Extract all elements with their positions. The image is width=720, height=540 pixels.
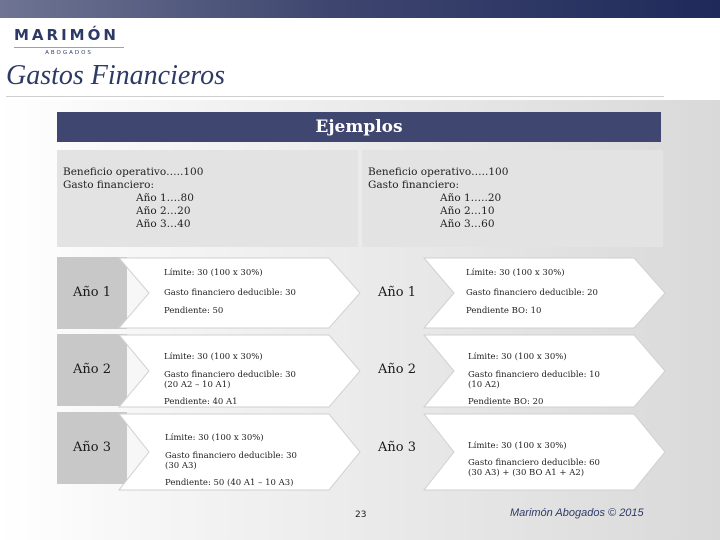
left-row-2-limite: Límite: 30 (100 x 30%) <box>164 352 263 362</box>
example-left-year2: Año 2…20 <box>136 205 191 217</box>
logo <box>14 26 124 56</box>
left-row-3-pendiente: Pendiente: 50 (40 A1 – 10 A3) <box>165 478 294 488</box>
right-row-3-gasto: Gasto financiero deducible: 60 <box>468 458 600 468</box>
right-row-1-pendiente: Pendiente BO: 10 <box>466 306 542 316</box>
right-row-1-limite: Límite: 30 (100 x 30%) <box>466 268 565 278</box>
left-row-3-gasto: Gasto financiero deducible: 30 <box>165 451 297 461</box>
right-row-2-pendiente: Pendiente BO: 20 <box>468 397 544 407</box>
example-left-year3: Año 3…40 <box>136 218 191 230</box>
left-year-box-3: Año 3 <box>57 412 127 484</box>
left-year-box-1: Año 1 <box>57 257 127 329</box>
right-row-3-gasto-detail: (30 A3) + (30 BO A1 + A2) <box>468 468 585 478</box>
example-right-year2: Año 2…10 <box>440 205 495 217</box>
right-row-2-gasto: Gasto financiero deducible: 10 <box>468 370 600 380</box>
logo-name: MARIMÓN <box>14 26 119 44</box>
right-year-box-2: Año 2 <box>378 362 416 377</box>
right-row-1-gasto: Gasto financiero deducible: 20 <box>466 288 598 298</box>
example-left-gasto: Gasto financiero: <box>63 179 155 191</box>
right-year-box-3: Año 3 <box>378 440 416 455</box>
example-left-beneficio: Beneficio operativo…..100 <box>63 166 204 178</box>
footer-copyright: Marimón Abogados © 2015 <box>510 507 644 519</box>
right-row-2-limite: Límite: 30 (100 x 30%) <box>468 352 567 362</box>
left-row-3-gasto-detail: (30 A3) <box>165 461 197 471</box>
right-row-2-gasto-detail: (10 A2) <box>468 380 500 390</box>
page-title: Gastos Financieros <box>6 60 226 91</box>
left-year-box-2: Año 2 <box>57 334 127 406</box>
right-chevron-3 <box>422 412 667 492</box>
example-right-year3: Año 3…60 <box>440 218 495 230</box>
left-row-1-limite: Límite: 30 (100 x 30%) <box>164 268 263 278</box>
left-row-1-pendiente: Pendiente: 50 <box>164 306 224 316</box>
page-number: 23 <box>355 510 367 520</box>
example-left-year1: Año 1….80 <box>136 192 194 204</box>
left-row-1-gasto: Gasto financiero deducible: 30 <box>164 288 296 298</box>
logo-rule <box>14 47 124 48</box>
left-row-3-limite: Límite: 30 (100 x 30%) <box>165 433 264 443</box>
example-right-gasto: Gasto financiero: <box>368 179 460 191</box>
right-row-3-limite: Límite: 30 (100 x 30%) <box>468 441 567 451</box>
examples-banner: Ejemplos <box>57 112 661 142</box>
title-divider <box>6 96 664 97</box>
example-right-beneficio: Beneficio operativo…..100 <box>368 166 509 178</box>
logo-sub: ABOGADOS <box>45 50 93 56</box>
top-bar <box>0 0 720 18</box>
example-right-box <box>362 150 663 247</box>
right-year-box-1: Año 1 <box>378 285 416 300</box>
example-right-year1: Año 1…..20 <box>440 192 502 204</box>
example-left-box <box>57 150 358 247</box>
left-row-2-gasto: Gasto financiero deducible: 30 <box>164 370 296 380</box>
left-row-2-gasto-detail: (20 A2 – 10 A1) <box>164 380 231 390</box>
left-row-2-pendiente: Pendiente: 40 A1 <box>164 397 238 407</box>
